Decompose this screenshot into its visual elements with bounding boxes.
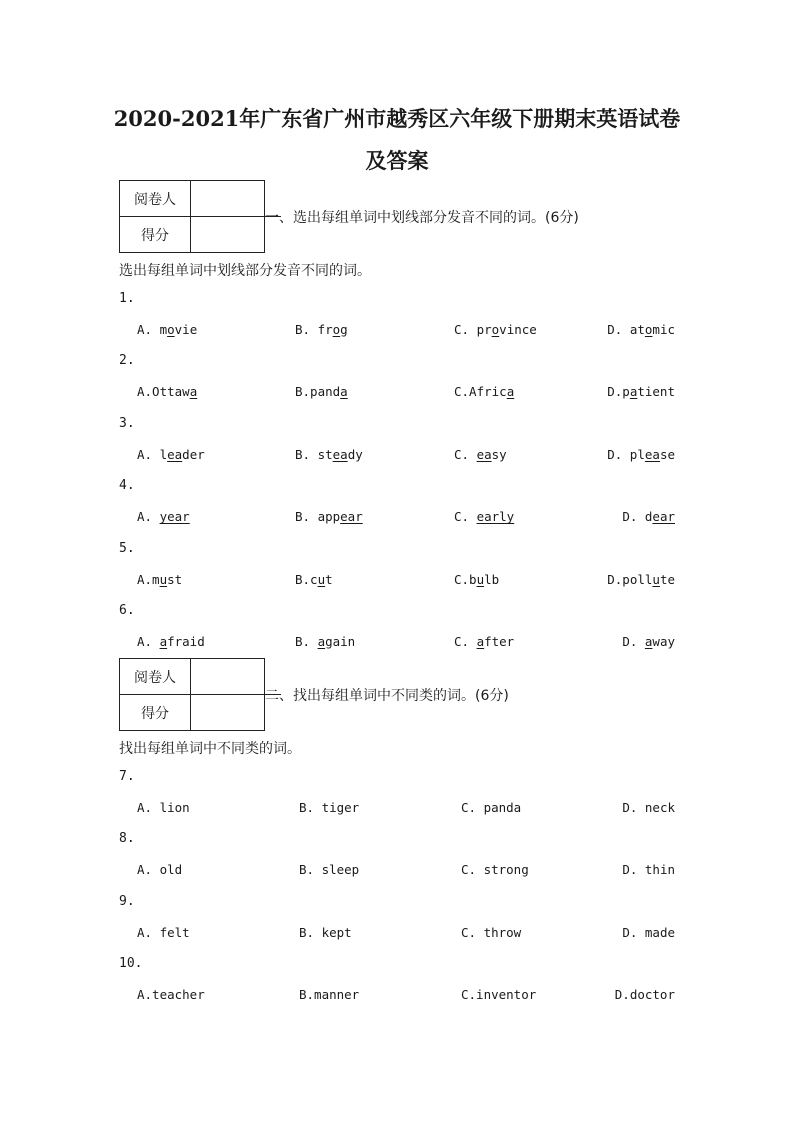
underlined-part: ea bbox=[167, 446, 183, 462]
score-table-2 bbox=[119, 658, 265, 731]
underlined-part: o bbox=[491, 322, 500, 337]
section-1-heading: 一、选出每组单词中划线部分发音不同的词。(6分) bbox=[265, 207, 579, 227]
option-row bbox=[137, 447, 675, 467]
question-number: 3. bbox=[119, 415, 135, 431]
option-b[interactable]: B.cut bbox=[295, 571, 333, 587]
question-number: 8. bbox=[119, 831, 135, 847]
option-c[interactable]: C. strong bbox=[461, 862, 529, 878]
underlined-part: u bbox=[652, 571, 660, 587]
underlined-part: u bbox=[476, 571, 485, 587]
option-row bbox=[137, 384, 675, 404]
underlined-part: o bbox=[332, 322, 341, 337]
underlined-part: a bbox=[644, 634, 653, 649]
underlined-part: ea bbox=[644, 446, 660, 462]
option-row bbox=[137, 925, 675, 945]
underlined-part: u bbox=[159, 571, 168, 587]
option-row bbox=[137, 987, 675, 1007]
reviewer-label: 阅卷人 bbox=[120, 181, 191, 217]
option-c[interactable]: C. throw bbox=[461, 924, 522, 940]
underlined-part: ea bbox=[476, 446, 492, 462]
option-d[interactable]: D. neck bbox=[622, 800, 675, 815]
option-c[interactable]: C. after bbox=[454, 634, 515, 649]
option-a[interactable]: A. old bbox=[137, 862, 183, 878]
underlined-part: year bbox=[159, 509, 190, 525]
option-b[interactable]: B.panda bbox=[295, 384, 348, 400]
option-d[interactable]: D. please bbox=[607, 446, 675, 462]
option-a[interactable]: A.Ottawa bbox=[137, 384, 198, 400]
option-b[interactable]: B. again bbox=[295, 634, 356, 649]
option-b[interactable]: B. steady bbox=[295, 446, 363, 462]
section-2-heading: 二、找出每组单词中不同类的词。(6分) bbox=[265, 685, 509, 705]
option-c[interactable]: C. early bbox=[454, 509, 515, 525]
option-row bbox=[137, 862, 675, 882]
underlined-part: a bbox=[629, 384, 638, 400]
score-label: 得分 bbox=[120, 695, 191, 731]
option-a[interactable]: A.must bbox=[137, 571, 183, 587]
score-table-1 bbox=[119, 180, 265, 253]
question-number: 1. bbox=[119, 291, 135, 306]
option-a[interactable]: A. felt bbox=[137, 924, 190, 940]
question-number: 7. bbox=[119, 769, 135, 784]
section-2-instruction: 找出每组单词中不同类的词。 bbox=[119, 741, 301, 757]
score-label: 得分 bbox=[120, 217, 191, 253]
question-number: 4. bbox=[119, 478, 135, 494]
underlined-part: a bbox=[159, 634, 168, 649]
option-d[interactable]: D. made bbox=[622, 924, 675, 940]
underlined-part: a bbox=[317, 634, 326, 649]
title-line-2: 及答案 bbox=[365, 148, 429, 173]
option-c[interactable]: C.bulb bbox=[454, 571, 500, 587]
option-c[interactable]: C. panda bbox=[461, 800, 522, 815]
option-d[interactable]: D.pollute bbox=[607, 571, 675, 587]
page-title bbox=[100, 98, 694, 182]
option-b[interactable]: B.manner bbox=[299, 987, 360, 1003]
option-a[interactable]: A. movie bbox=[137, 322, 198, 337]
underlined-part: a bbox=[476, 634, 485, 649]
underlined-part: u bbox=[317, 571, 326, 587]
question-number: 5. bbox=[119, 540, 135, 556]
option-d[interactable]: D.patient bbox=[607, 384, 675, 400]
underlined-part: early bbox=[476, 509, 515, 525]
option-a[interactable]: A. lion bbox=[137, 800, 190, 815]
underlined-part: o bbox=[167, 322, 175, 337]
underlined-part: ear bbox=[652, 509, 675, 525]
underlined-part: o bbox=[644, 322, 653, 337]
section-1-instruction: 选出每组单词中划线部分发音不同的词。 bbox=[119, 263, 371, 279]
option-d[interactable]: D. atomic bbox=[607, 322, 675, 337]
option-row bbox=[137, 634, 675, 654]
option-b[interactable]: B. tiger bbox=[299, 800, 360, 815]
reviewer-field[interactable] bbox=[191, 659, 265, 695]
question-number: 6. bbox=[119, 603, 135, 618]
score-field[interactable] bbox=[191, 695, 265, 731]
question-number: 9. bbox=[119, 893, 135, 909]
underlined-part: ea bbox=[332, 446, 348, 462]
option-a[interactable]: A. afraid bbox=[137, 634, 205, 649]
underlined-part: a bbox=[189, 384, 198, 400]
option-row bbox=[137, 572, 675, 592]
question-number: 10. bbox=[119, 956, 143, 972]
option-a[interactable]: A. leader bbox=[137, 446, 205, 462]
reviewer-label: 阅卷人 bbox=[120, 659, 191, 695]
option-b[interactable]: B. frog bbox=[295, 322, 348, 337]
underlined-part: a bbox=[340, 384, 348, 400]
option-row bbox=[137, 322, 675, 342]
title-line-1: 2020-2021年广东省广州市越秀区六年级下册期末英语试卷 bbox=[113, 106, 681, 131]
option-b[interactable]: B. appear bbox=[295, 509, 363, 525]
option-d[interactable]: D.doctor bbox=[614, 987, 675, 1003]
option-c[interactable]: C. province bbox=[454, 322, 537, 337]
option-c[interactable]: C. easy bbox=[454, 446, 507, 462]
option-b[interactable]: B. kept bbox=[299, 924, 352, 940]
option-b[interactable]: B. sleep bbox=[299, 862, 360, 878]
question-number: 2. bbox=[119, 353, 135, 369]
option-a[interactable]: A.teacher bbox=[137, 987, 205, 1003]
option-row bbox=[137, 800, 675, 820]
option-d[interactable]: D. away bbox=[622, 634, 675, 649]
option-c[interactable]: C.inventor bbox=[461, 987, 537, 1003]
option-a[interactable]: A. year bbox=[137, 509, 190, 525]
reviewer-field[interactable] bbox=[191, 181, 265, 217]
option-d[interactable]: D. dear bbox=[622, 509, 675, 525]
underlined-part: a bbox=[506, 384, 515, 400]
score-field[interactable] bbox=[191, 217, 265, 253]
underlined-part: ear bbox=[340, 509, 363, 525]
option-row bbox=[137, 509, 675, 529]
option-d[interactable]: D. thin bbox=[622, 862, 675, 878]
option-c[interactable]: C.Africa bbox=[454, 384, 515, 400]
